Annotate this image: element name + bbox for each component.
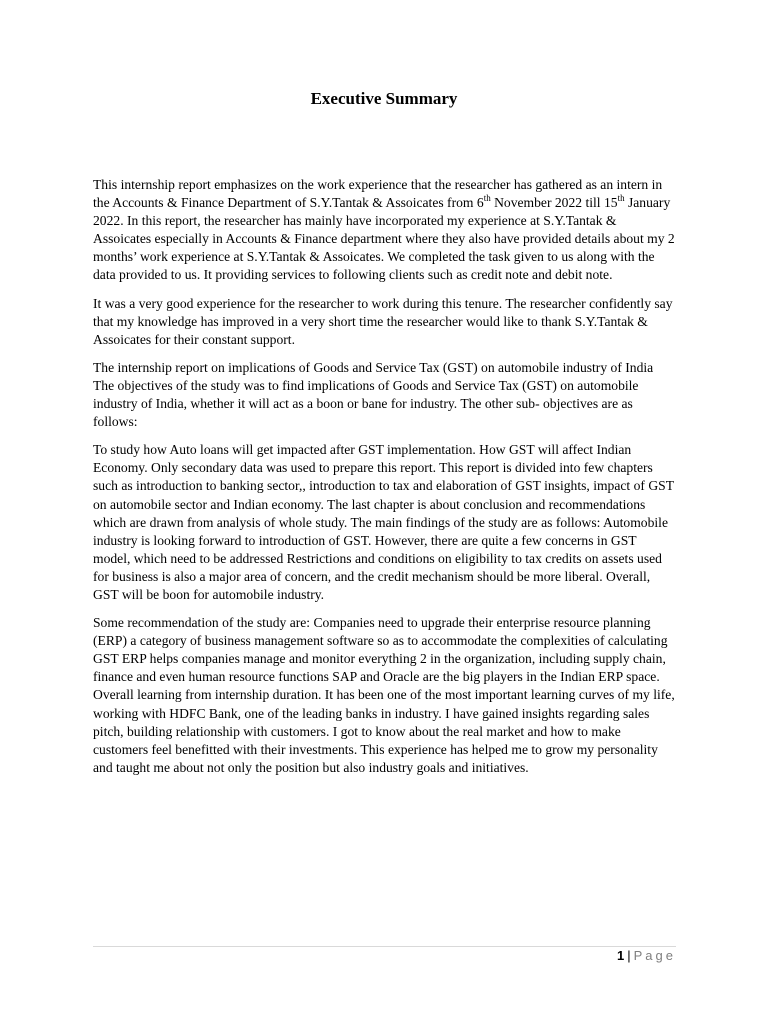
paragraph-intro-part-1: This internship report emphasizes on the work experience that the researcher has gathered as an intern in the Accounts & Finance Department of S.Y.Tantak & Assoicates from 6	[93, 177, 663, 211]
paragraph-experience: It was a very good experience for the researcher to work during this tenure. The researcher confidently say that my knowledge has improved in a very short time the researcher would like to thank S.Y.Tantak & Assoicates for their constant support.	[93, 295, 673, 347]
paragraph-gst-objectives: The internship report on implications of Goods and Service Tax (GST) on automobile industry of India The objectives of the study was to find implications of Goods and Service Tax (GST) on automobile industry of India, whether it will act as a boon or bane for industry. The other sub- objectives are as follows:	[93, 359, 654, 430]
ordinal-suffix: th	[617, 193, 625, 204]
paragraph-intro-part-2: November 2022 till 15	[490, 195, 618, 211]
page-title: Executive Summary	[310, 89, 458, 108]
footer-separator: |	[627, 948, 631, 963]
summary-body	[93, 176, 676, 787]
page-number: 1	[617, 948, 625, 963]
paragraph-recommendations: Some recommendation of the study are: Companies need to upgrade their enterprise resource planning (ERP) a category of business management software so as to accommodate the complexities of calculating GST ERP helps companies manage and monitor everything 2 in the organization, including supply chain, finance and even human resource functions SAP and Oracle are the big players in the Indian ERP space. Overall learning from internship duration. It has been one of the most important learning curves of my life, working with HDFC Bank, one of the leading banks in industry. I have gained insights regarding sales pitch, building relationship with customers. I got to know about the real market and how to make customers feel benefitted with their investments. This experience has helped me to grow my personality and taught me about not only the position but also industry goals and initiatives.	[93, 615, 675, 775]
paragraph-study-findings: To study how Auto loans will get impacted after GST implementation. How GST will affect Indian Economy. Only secondary data was used to prepare this report. This report is divided into few chapters such as introduction to banking sector,, introduction to tax and elaboration of GST insights, impact of GST on automobile sector and Indian economy. The last chapter is about conclusion and recommendations which are drawn from analysis of whole study. The main findings of the study are as follows: Automobile industry is looking forward to introduction of GST. However, there are quite a few concerns in GST model, which need to be addressed Restrictions and conditions on eligibility to tax credits on assets used for business is also a major area of concern, and the credit mechanism should be more liberal. Overall, GST will be boon for automobile industry.	[93, 442, 674, 602]
page-footer	[617, 948, 676, 963]
footer-divider	[93, 946, 676, 947]
ordinal-suffix: th	[483, 193, 491, 204]
paragraph-intro	[93, 176, 676, 285]
paragraph-intro-part-3: January 2022. In this report, the researcher has mainly have incorporated my experience at S.Y.Tantak & Assoicates especially in Accounts & Finance department where they also have provided details about my 2 months’ work experience at S.Y.Tantak & Assoicates. We completed the task given to us along with the data provided to us. It providing services to following clients such as credit note and debit note.	[93, 195, 675, 283]
page-label: Page	[633, 948, 676, 963]
